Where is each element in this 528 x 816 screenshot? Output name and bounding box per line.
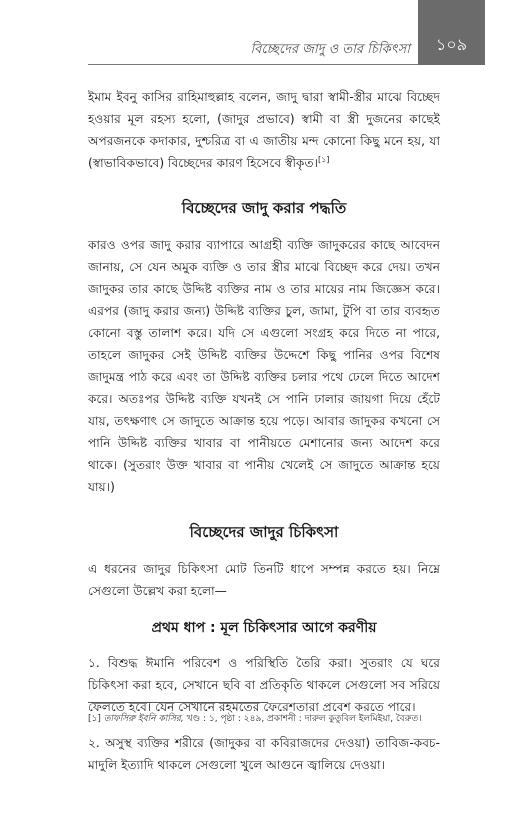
page-number: ১০৯ bbox=[435, 35, 468, 54]
footnote-rule bbox=[88, 702, 268, 703]
step-one-heading: প্রথম ধাপ : মূল চিকিৎসার আগে করণীয় bbox=[151, 620, 377, 636]
page-number-box bbox=[418, 0, 485, 65]
method-paragraph: কারও ওপর জাদু করার ব্যাপারে আগ্রহী ব্যক্তি জাদুকরের কাছে আবেদন জানায়, সে যেন অমুক ব্যক্তি ও তার স্ত্রীর মাঝে বিচ্ছেদ করে দেয়। তখন জাদুকর তার কাছে উদ্দিষ্ট ব্যক্তির নাম ও তার মায়ের নাম জিজ্ঞেস করে। এরপর (জাদু করার জন্য) উদ্দিষ্ট ব্যক্তির চুল, জামা, টুপি বা তার ব্যবহৃত কোনো বস্তু তালাশ করে। যদি সে এগুলো সংগ্রহ করে দিতে না পারে, তাহলে জাদুকর সেই উদ্দিষ্ট ব্যক্তির উদ্দেশে কিছু পানির ওপর বিশেষ জাদুমন্ত্র পাঠ করে এবং তা উদ্দিষ্ট ব্যক্তির চলার পথে ঢেলে দিতে আদেশ করে। অতঃপর উদ্দিষ্ট ব্যক্তি যখনই সে পানি ঢালার জায়গা দিয়ে হেঁটে যায়, তৎক্ষণাৎ সে জাদুতে আক্রান্ত হয়ে পড়ে। আবার জাদুকর কখনো সে পানি উদ্দিষ্ট ব্যক্তির খাবার বা পানীয়তে মেশানোর জন্য আদেশ করে থাকে। (সুতরাং উক্ত খাবার বা পানীয় খেলেই সে জাদুতে আক্রান্ত হয়ে যায়।) bbox=[88, 238, 440, 494]
footnote-marker: [১] bbox=[317, 154, 330, 164]
footnote-marker-bottom: [১] bbox=[88, 714, 101, 724]
footnote bbox=[88, 712, 448, 726]
page-body bbox=[88, 86, 440, 776]
intro-paragraph bbox=[88, 86, 440, 174]
footnote-details: খণ্ড : ১, পৃষ্ঠা : ২৪৯, প্রকাশনী : দারুল কুতুবিল ইলমিইয়া, বৈরুত। bbox=[186, 714, 422, 724]
running-title: বিচ্ছেদের জাদু ও তার চিকিৎসা bbox=[250, 42, 410, 57]
intro-text: ইমাম ইবনু কাসির রাহিমাহুল্লাহ বলেন, জাদু দ্বারা স্বামী-স্ত্রীর মাঝে বিচ্ছেদ হওয়ার মূল রহস্য হলো, (জাদুর প্রভাবে) স্বামী বা স্ত্রী দুজনের কাছেই অপরজনকে কদাকার, দুশ্চরিত্র বা এ জাতীয় মন্দ কোনো কিছু মনে হয়, যা (স্বাভাবিকভাবে) বিচ্ছেদের কারণ হিসেবে স্বীকৃত। bbox=[88, 90, 440, 170]
footnote-source-title: তাফসিরু ইবনি কাসির, bbox=[103, 714, 184, 724]
section-heading-treatment: বিচ্ছেদের জাদুর চিকিৎসা bbox=[189, 523, 339, 541]
step-one-item-1: ১. বিশুদ্ধ ঈমানি পরিবেশ ও পরিস্থিতি তৈরি করা। সুতরাং যে ঘরে চিকিৎসা করা হবে, সেখানে ছবি বা প্রতিকৃতি থাকলে সেগুলো সব সরিয়ে ফেলতে হবে। যেন সেখানে রহমতের ফেরেশতারা প্রবেশ করতে পারে। bbox=[88, 656, 440, 714]
treatment-paragraph: এ ধরনের জাদুর চিকিৎসা মোট তিনটি ধাপে সম্পন্ন করতে হয়। নিম্নে সেগুলো উল্লেখ করা হলো— bbox=[88, 562, 440, 598]
section-heading-method: বিচ্ছেদের জাদু করার পদ্ধতি bbox=[181, 199, 347, 217]
step-one-item-2: ২. অসুস্থ ব্যক্তির শরীরে (জাদুকর বা কবিরাজদের দেওয়া) তাবিজ-কবচ-মাদুলি ইত্যাদি থাকলে সেগুলো খুলে আগুনে জ্বালিয়ে দেওয়া। bbox=[88, 736, 440, 772]
header-rule bbox=[88, 64, 418, 65]
